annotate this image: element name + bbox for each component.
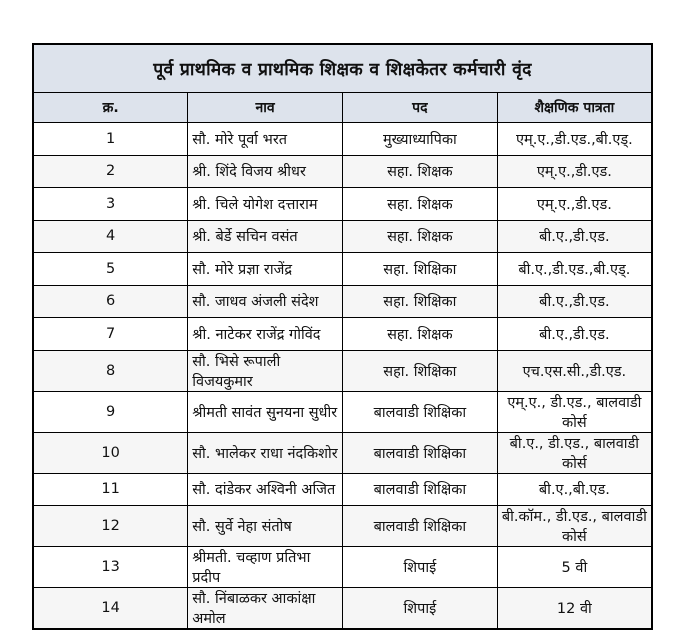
table-row: [33, 432, 652, 473]
cell-post: सहा. शिक्षिका: [343, 285, 498, 318]
cell-qualification: 5 वी: [497, 547, 652, 588]
title-row: [33, 44, 652, 93]
cell-post: शिपाई: [343, 547, 498, 588]
cell-qualification: एम्.ए.,डी.एड.,बी.एड्.: [497, 123, 652, 156]
cell-post: बालवाडी शिक्षिका: [343, 432, 498, 473]
table-row: [33, 506, 652, 547]
table-row: [33, 350, 652, 391]
cell-qualification: 12 वी: [497, 588, 652, 630]
cell-no: 2: [33, 155, 188, 188]
cell-name: सौ. सुर्वे नेहा संतोष: [188, 506, 343, 547]
cell-qualification: एम्.ए.,डी.एड.: [497, 155, 652, 188]
header-no: क्र.: [33, 93, 188, 123]
cell-qualification: एम्.ए.,डी.एड.: [497, 188, 652, 221]
table-row: [33, 188, 652, 221]
header-row: [33, 93, 652, 123]
cell-post: सहा. शिक्षक: [343, 188, 498, 221]
cell-name: सौ. मोरे पूर्वा भरत: [188, 123, 343, 156]
cell-name: श्रीमती सावंत सुनयना सुधीर: [188, 391, 343, 432]
cell-no: 7: [33, 318, 188, 351]
table-row: [33, 473, 652, 506]
table-row: [33, 547, 652, 588]
cell-post: बालवाडी शिक्षिका: [343, 473, 498, 506]
table-row: [33, 123, 652, 156]
cell-qualification: बी.ए.,डी.एड.: [497, 220, 652, 253]
cell-no: 9: [33, 391, 188, 432]
cell-post: सहा. शिक्षक: [343, 318, 498, 351]
header-qualification: शैक्षणिक पात्रता: [497, 93, 652, 123]
cell-qualification: एच.एस.सी.,डी.एड.: [497, 350, 652, 391]
table-row: [33, 391, 652, 432]
cell-name: सौ. भालेकर राधा नंदकिशोर: [188, 432, 343, 473]
cell-qualification: बी.ए.,डी.एड.: [497, 318, 652, 351]
cell-no: 3: [33, 188, 188, 221]
cell-qualification: बी.कॉम., डी.एड., बालवाडी कोर्स: [497, 506, 652, 547]
cell-no: 12: [33, 506, 188, 547]
table-row: [33, 220, 652, 253]
cell-name: सौ. निंबाळकर आकांक्षा अमोल: [188, 588, 343, 630]
cell-no: 6: [33, 285, 188, 318]
cell-no: 10: [33, 432, 188, 473]
cell-no: 1: [33, 123, 188, 156]
cell-post: शिपाई: [343, 588, 498, 630]
header-post: पद: [343, 93, 498, 123]
cell-post: बालवाडी शिक्षिका: [343, 391, 498, 432]
cell-name: सौ. जाधव अंजली संदेश: [188, 285, 343, 318]
table-row: [33, 155, 652, 188]
cell-post: सहा. शिक्षक: [343, 155, 498, 188]
header-name: नाव: [188, 93, 343, 123]
cell-post: मुख्याध्यापिका: [343, 123, 498, 156]
cell-no: 8: [33, 350, 188, 391]
cell-no: 5: [33, 253, 188, 286]
cell-name: श्रीमती. चव्हाण प्रतिभा प्रदीप: [188, 547, 343, 588]
cell-no: 13: [33, 547, 188, 588]
cell-post: सहा. शिक्षिका: [343, 350, 498, 391]
cell-name: श्री. शिंदे विजय श्रीधर: [188, 155, 343, 188]
cell-name: सौ. भिसे रूपाली विजयकुमार: [188, 350, 343, 391]
staff-table: [32, 43, 653, 630]
cell-no: 14: [33, 588, 188, 630]
cell-qualification: बी.ए., डी.एड., बालवाडी कोर्स: [497, 432, 652, 473]
table-row: [33, 285, 652, 318]
cell-name: सौ. मोरे प्रज्ञा राजेंद्र: [188, 253, 343, 286]
cell-post: बालवाडी शिक्षिका: [343, 506, 498, 547]
table-title: पूर्व प्राथमिक व प्राथमिक शिक्षक व शिक्षकेतर कर्मचारी वृंद: [33, 44, 652, 93]
cell-qualification: बी.ए.,बी.एड.: [497, 473, 652, 506]
table-row: [33, 253, 652, 286]
cell-name: श्री. चिले योगेश दत्ताराम: [188, 188, 343, 221]
cell-no: 11: [33, 473, 188, 506]
cell-post: सहा. शिक्षिका: [343, 253, 498, 286]
cell-name: सौ. दांडेकर अश्विनी अजित: [188, 473, 343, 506]
staff-table-container: [32, 43, 653, 630]
cell-post: सहा. शिक्षक: [343, 220, 498, 253]
table-row: [33, 588, 652, 630]
cell-name: श्री. बेर्डे सचिन वसंत: [188, 220, 343, 253]
cell-qualification: बी.ए.,डी.एड.,बी.एड्.: [497, 253, 652, 286]
cell-no: 4: [33, 220, 188, 253]
table-body: [33, 123, 652, 630]
table-row: [33, 318, 652, 351]
cell-qualification: बी.ए.,डी.एड.: [497, 285, 652, 318]
cell-qualification: एम्.ए., डी.एड., बालवाडी कोर्स: [497, 391, 652, 432]
cell-name: श्री. नाटेकर राजेंद्र गोविंद: [188, 318, 343, 351]
